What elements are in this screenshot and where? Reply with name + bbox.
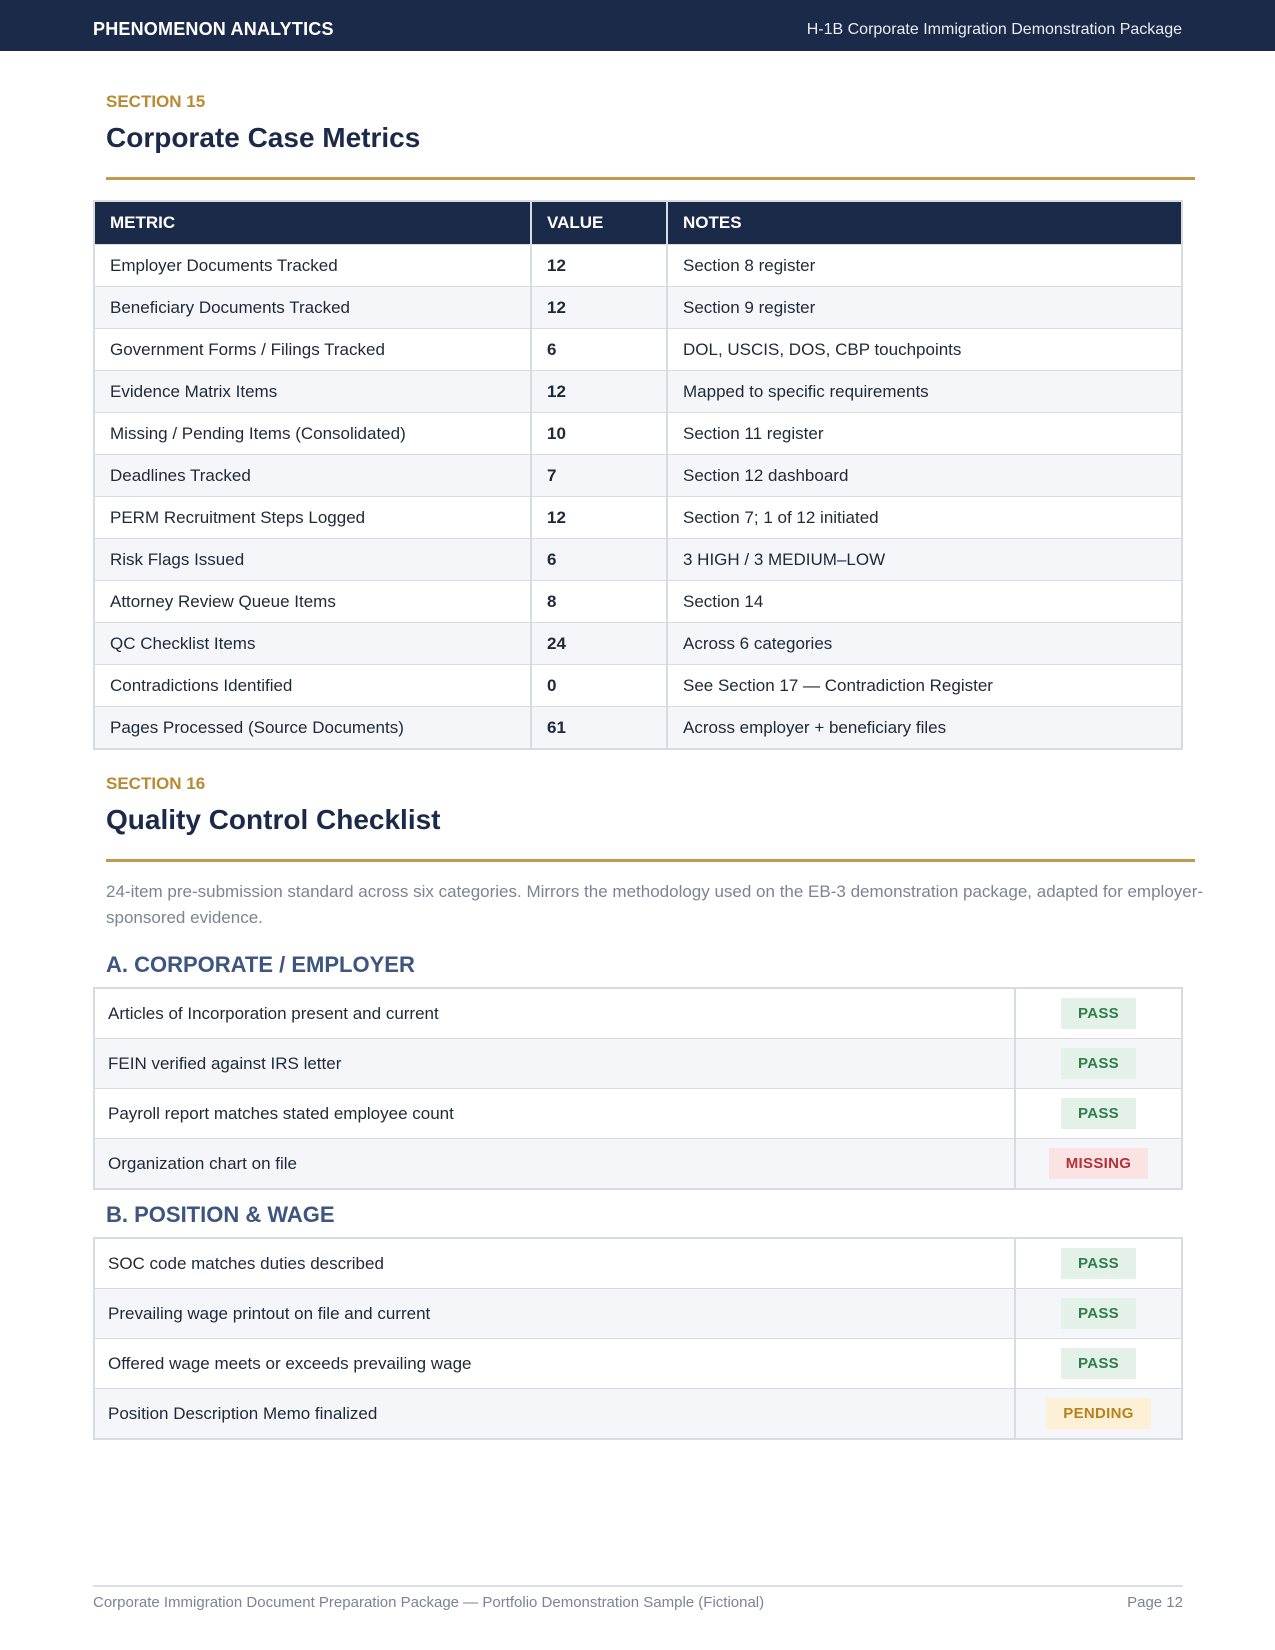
notes-cell: Section 9 register <box>667 287 1182 329</box>
notes-cell: Mapped to specific requirements <box>667 371 1182 413</box>
checklist-item-label: Offered wage meets or exceeds prevailing wage <box>94 1339 1015 1389</box>
section-16-eyebrow: SECTION 16 <box>106 774 206 793</box>
table-row <box>94 245 1182 287</box>
metric-cell: QC Checklist Items <box>94 623 531 665</box>
section-15-title: Corporate Case Metrics <box>106 122 421 153</box>
value-cell: 12 <box>531 245 667 287</box>
status-cell <box>1015 1389 1182 1440</box>
metric-cell: Deadlines Tracked <box>94 455 531 497</box>
status-badge: PASS <box>1061 1248 1136 1279</box>
checklist-item-label: Prevailing wage printout on file and current <box>94 1289 1015 1339</box>
checklist-item-label: Payroll report matches stated employee count <box>94 1089 1015 1139</box>
metric-cell: PERM Recruitment Steps Logged <box>94 497 531 539</box>
value-cell: 6 <box>531 329 667 371</box>
header-bar <box>0 0 1275 51</box>
table-row <box>94 497 1182 539</box>
checklist-row <box>94 1039 1182 1089</box>
footer-note: Corporate Immigration Document Preparation Package — Portfolio Demonstration Sample (Fictional) <box>93 1594 765 1611</box>
qc-table-body <box>94 1238 1182 1439</box>
notes-cell: Section 12 dashboard <box>667 455 1182 497</box>
checklist-row <box>94 1238 1182 1289</box>
status-badge: PASS <box>1061 1298 1136 1329</box>
metric-cell: Missing / Pending Items (Consolidated) <box>94 413 531 455</box>
status-badge: PASS <box>1061 998 1136 1029</box>
status-badge: PASS <box>1061 1048 1136 1079</box>
value-cell: 0 <box>531 665 667 707</box>
table-row <box>94 539 1182 581</box>
table-row <box>94 707 1182 750</box>
value-cell: 24 <box>531 623 667 665</box>
metric-cell: Government Forms / Filings Tracked <box>94 329 531 371</box>
metrics-table <box>93 200 1183 750</box>
notes-cell: Section 8 register <box>667 245 1182 287</box>
status-badge: MISSING <box>1049 1148 1148 1179</box>
metrics-table-body <box>94 245 1182 750</box>
table-row <box>94 287 1182 329</box>
status-cell <box>1015 1139 1182 1190</box>
category-title: A. CORPORATE / EMPLOYER <box>106 952 415 977</box>
table-row <box>94 413 1182 455</box>
value-cell: 12 <box>531 287 667 329</box>
qc-table-body <box>94 988 1182 1189</box>
qc-table-position-wage <box>93 1237 1183 1440</box>
column-header-metric: METRIC <box>94 201 531 245</box>
column-header-notes: NOTES <box>667 201 1182 245</box>
metric-cell: Contradictions Identified <box>94 665 531 707</box>
status-cell <box>1015 1089 1182 1139</box>
section-16-divider <box>106 859 1195 862</box>
table-row <box>94 455 1182 497</box>
section-15-eyebrow: SECTION 15 <box>106 92 206 111</box>
checklist-row <box>94 1139 1182 1190</box>
status-cell <box>1015 1289 1182 1339</box>
notes-cell: Across employer + beneficiary files <box>667 707 1182 750</box>
page-number: Page 12 <box>1127 1594 1183 1611</box>
metrics-header-row <box>94 201 1182 245</box>
status-cell <box>1015 1339 1182 1389</box>
checklist-row <box>94 988 1182 1039</box>
column-header-value: VALUE <box>531 201 667 245</box>
metric-cell: Risk Flags Issued <box>94 539 531 581</box>
notes-cell: Across 6 categories <box>667 623 1182 665</box>
checklist-item-label: Articles of Incorporation present and current <box>108 1003 439 1023</box>
notes-cell: DOL, USCIS, DOS, CBP touchpoints <box>667 329 1182 371</box>
table-row <box>94 665 1182 707</box>
checklist-item-label: FEIN verified against IRS letter <box>94 1039 1015 1089</box>
notes-cell: Section 11 register <box>667 413 1182 455</box>
checklist-row <box>94 1289 1182 1339</box>
status-badge: PASS <box>1061 1098 1136 1129</box>
metric-cell: Attorney Review Queue Items <box>94 581 531 623</box>
metric-cell: Pages Processed (Source Documents) <box>94 707 531 750</box>
value-cell: 10 <box>531 413 667 455</box>
category-title: B. POSITION & WAGE <box>106 1202 335 1227</box>
checklist-row <box>94 1339 1182 1389</box>
footer-divider <box>93 1585 1183 1587</box>
value-cell: 12 <box>531 371 667 413</box>
value-cell: 7 <box>531 455 667 497</box>
status-cell <box>1015 1238 1182 1289</box>
notes-cell: 3 HIGH / 3 MEDIUM–LOW <box>667 539 1182 581</box>
metric-cell: Employer Documents Tracked <box>94 245 531 287</box>
value-cell: 12 <box>531 497 667 539</box>
value-cell: 61 <box>531 707 667 750</box>
section-15-divider <box>106 177 1195 180</box>
table-row <box>94 623 1182 665</box>
notes-cell: See Section 17 — Contradiction Register <box>667 665 1182 707</box>
checklist-row <box>94 1389 1182 1440</box>
status-badge: PENDING <box>1046 1398 1150 1429</box>
status-badge: PASS <box>1061 1348 1136 1379</box>
metric-cell: Evidence Matrix Items <box>94 371 531 413</box>
checklist-item-label: Organization chart on file <box>94 1139 1015 1190</box>
notes-cell: Section 14 <box>667 581 1182 623</box>
table-row <box>94 371 1182 413</box>
status-cell <box>1015 1039 1182 1089</box>
table-row <box>94 581 1182 623</box>
checklist-item-label: Position Description Memo finalized <box>94 1389 1015 1440</box>
brand-name: PHENOMENON ANALYTICS <box>93 19 334 39</box>
document-title: H-1B Corporate Immigration Demonstration Package <box>806 21 1182 38</box>
checklist-row <box>94 1089 1182 1139</box>
table-row <box>94 329 1182 371</box>
section-16-intro: 24-item pre-submission standard across six categories. Mirrors the methodology used on the EB-3 demonstration package, adapted for employer-sponsored evidence. <box>106 882 1204 927</box>
section-16-title: Quality Control Checklist <box>106 804 441 835</box>
value-cell: 8 <box>531 581 667 623</box>
metric-cell: Beneficiary Documents Tracked <box>94 287 531 329</box>
value-cell: 6 <box>531 539 667 581</box>
checklist-item-label: SOC code matches duties described <box>108 1253 384 1273</box>
notes-cell: Section 7; 1 of 12 initiated <box>667 497 1182 539</box>
status-cell <box>1015 988 1182 1039</box>
qc-table-corporate-employer <box>93 987 1183 1190</box>
